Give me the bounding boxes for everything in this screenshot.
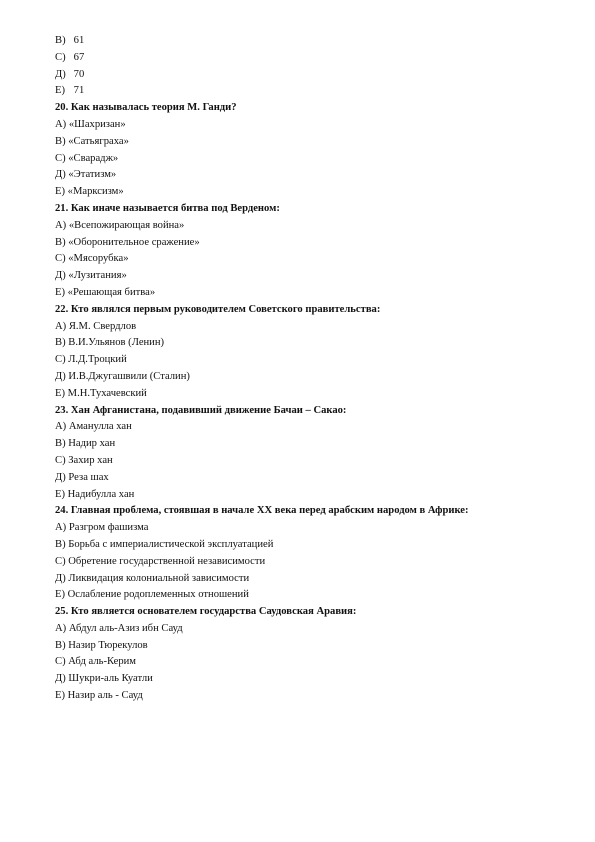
answer-option — [55, 268, 555, 285]
answer-text: «Марксизм» — [67, 186, 124, 198]
answer-option — [55, 184, 555, 201]
question-21: 21. Как иначе называется битва под Верденом: — [55, 202, 280, 214]
answer-option — [55, 520, 555, 537]
answer-text: Ликвидация колониальной зависимости — [68, 572, 250, 584]
answer-text: «Шахризан» — [68, 118, 126, 130]
answer-text: Назир аль - Сауд — [67, 690, 143, 702]
answer-text: Захир хан — [68, 454, 113, 466]
answer-option — [55, 335, 555, 352]
question-23: 23. Хан Афганистана, подавивший движение Бачаи – Сакао: — [55, 404, 347, 416]
answer-option — [55, 319, 555, 336]
answer-letter: C) — [55, 656, 66, 668]
answer-text: «Всепожирающая война» — [68, 219, 185, 231]
answer-letter: C) — [55, 253, 66, 265]
question-25: 25. Кто является основателем государства Саудовская Аравия: — [55, 606, 357, 618]
answer-option — [55, 638, 555, 655]
answer-letter: Д) — [55, 572, 66, 584]
answer-text: «Мясорубка» — [68, 253, 129, 265]
answer-letter: C) — [55, 152, 66, 164]
answer-text: И.В.Джугашвили (Сталин) — [68, 370, 190, 382]
answer-letter: C) — [55, 354, 66, 366]
answer-letter: Д) — [55, 673, 66, 685]
answer-text: «Оборонительное сражение» — [68, 236, 200, 248]
answer-text: М.Н.Тухачевский — [67, 387, 147, 399]
answer-text: Надир хан — [68, 438, 116, 450]
answer-text: Ослабление родоплеменных отношений — [67, 589, 249, 601]
answer-letter: A) — [55, 421, 67, 433]
answer-letter: Д) — [55, 169, 66, 181]
answer-option — [55, 285, 555, 302]
answer-letter: E) — [55, 186, 65, 198]
answer-text: Борьба с империалистической эксплуатацией — [68, 538, 274, 550]
quiz-content — [55, 33, 555, 705]
question-22: 22. Кто являлся первым руководителем Советского правительства: — [55, 303, 381, 315]
answer-letter: B) — [55, 35, 66, 46]
answer-letter: E) — [55, 85, 65, 97]
answer-text: «Решающая битва» — [67, 286, 156, 298]
answer-text: «Этатизм» — [68, 169, 117, 181]
answer-letter: B) — [55, 639, 66, 651]
answer-option — [55, 83, 555, 100]
answer-option — [55, 151, 555, 168]
question-20: 20. Как называлась теория М. Ганди? — [55, 102, 237, 114]
answer-option — [55, 134, 555, 151]
answer-option — [55, 117, 555, 134]
answer-text: Назир Тюрекулов — [68, 639, 148, 651]
answer-text: Шукри-аль Куатли — [68, 673, 153, 685]
answer-option — [55, 654, 555, 671]
answer-letter: E) — [55, 589, 65, 601]
answer-option — [55, 386, 555, 403]
answer-option — [55, 470, 555, 487]
answer-text: Аманулла хан — [68, 421, 132, 433]
answer-option — [55, 436, 555, 453]
answer-option — [55, 671, 555, 688]
answer-letter: A) — [55, 320, 67, 332]
answer-text: Надибулла хан — [67, 488, 135, 500]
answer-option — [55, 33, 555, 50]
answer-text: 61 — [73, 35, 85, 46]
answer-text: В.И.Ульянов (Ленин) — [68, 337, 165, 349]
answer-letter: C) — [55, 454, 66, 466]
answer-text: 70 — [73, 68, 85, 80]
answer-text: Разгром фашизма — [68, 522, 149, 534]
answer-letter: B) — [55, 438, 66, 450]
answer-letter: B) — [55, 135, 66, 147]
answer-letter: E) — [55, 690, 65, 702]
answer-text: Абд аль-Керим — [68, 656, 137, 668]
answer-letter: C) — [55, 51, 66, 63]
answer-option — [55, 251, 555, 268]
answer-letter: A) — [55, 219, 67, 231]
answer-option — [55, 621, 555, 638]
answer-option — [55, 537, 555, 554]
answer-letter: B) — [55, 337, 66, 349]
answer-text: «Сатьяграха» — [68, 135, 129, 147]
answer-option — [55, 419, 555, 436]
answer-option — [55, 487, 555, 504]
answer-text: 67 — [73, 51, 85, 63]
answer-option — [55, 167, 555, 184]
answer-letter: Д) — [55, 68, 66, 80]
answer-text: Я.М. Свердлов — [68, 320, 137, 332]
answer-option — [55, 688, 555, 705]
answer-option — [55, 352, 555, 369]
answer-letter: A) — [55, 118, 67, 130]
answer-text: «Сварадж» — [68, 152, 119, 164]
answer-option — [55, 67, 555, 84]
answer-letter: E) — [55, 286, 65, 298]
answer-letter: Д) — [55, 270, 66, 282]
answer-option — [55, 554, 555, 571]
answer-letter: B) — [55, 236, 66, 248]
answer-text: «Лузитания» — [68, 270, 127, 282]
answer-option — [55, 587, 555, 604]
answer-letter: A) — [55, 522, 67, 534]
answer-text: Л.Д.Троцкий — [68, 354, 127, 366]
answer-option — [55, 453, 555, 470]
answer-text: Абдул аль-Азиз ибн Сауд — [68, 622, 183, 634]
question-24: 24. Главная проблема, стоявшая в начале XX века перед арабским народом в Африке: — [55, 505, 469, 517]
answer-option — [55, 235, 555, 252]
answer-option — [55, 571, 555, 588]
answer-letter: B) — [55, 538, 66, 550]
answer-letter: A) — [55, 622, 67, 634]
answer-letter: E) — [55, 387, 65, 399]
answer-letter: E) — [55, 488, 65, 500]
answer-letter: C) — [55, 555, 66, 567]
answer-option — [55, 50, 555, 67]
answer-text: 71 — [73, 85, 85, 97]
answer-letter: Д) — [55, 471, 66, 483]
answer-text: Обретение государственной независимости — [68, 555, 266, 567]
answer-letter: Д) — [55, 370, 66, 382]
answer-option — [55, 218, 555, 235]
answer-option — [55, 369, 555, 386]
answer-text: Реза шах — [68, 471, 109, 483]
